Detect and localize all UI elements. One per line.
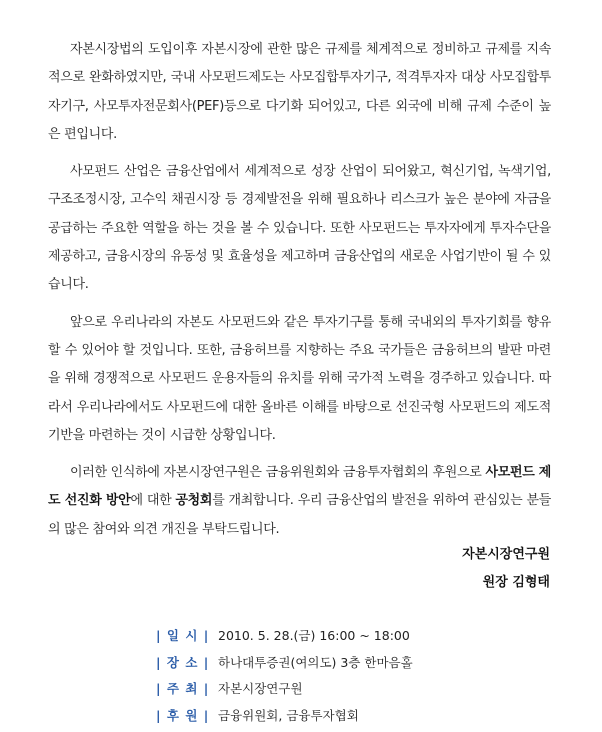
signature-organization: 자본시장연구원	[462, 547, 550, 562]
hearing-highlight: 공청회	[175, 493, 213, 509]
paragraph-text: 자본시장법의 도입이후 자본시장에 관한 많은 규제를 체계적으로 정비하고 규제를 지속적으로 완화하였지만, 국내 사모펀드제도는 사모집합투자기구, 적격투자자 대상 사모집합투자기구, 사모투자전문회사(PEF)등으로 다기화 되어있고, 다른 외국에 비해 규제 수준이 높은 편입니다.	[48, 42, 551, 142]
event-row-sponsor	[156, 702, 413, 729]
venue-value: 하나대투증권(여의도) 3층 한마음홀	[218, 654, 413, 670]
venue-label: | 장 소 |	[156, 654, 210, 670]
paragraph-text: 를 개최합니다. 우리 금융산업의 발전을 위하여 관심있는 분들의 많은 참여와 의견 개진을 부탁드립니다.	[48, 493, 551, 537]
topic-highlight: 사모펀드 제도 선진화 방안	[48, 465, 551, 509]
event-row-venue	[156, 649, 413, 676]
paragraph-text: 사모펀드 산업은 금융산업에서 세계적으로 성장 산업이 되어왔고, 혁신기업, 녹색기업, 구조조정시장, 고수익 채권시장 등 경제발전을 위해 필요하나 리스크가 높은 분야에 자금을 공급하는 주요한 역할을 하는 것을 볼 수 있습니다. 또한 사모펀드는 투자자에게 투자수단을 제공하고, 금융시장의 유동성 및 효율성을 제고하며 금융산업의 새로운 사업기반이 될 수 있습니다.	[48, 164, 551, 293]
event-row-host	[156, 675, 413, 702]
date-value: 2010. 5. 28.(금) 16:00 ~ 18:00	[218, 628, 410, 644]
sponsor-value: 금융위원회, 금융투자협회	[218, 707, 359, 723]
paragraph-text: 이러한 인식하에 자본시장연구원은 금융위원회와 금융투자협회의 후원으로	[70, 465, 486, 481]
event-details	[156, 622, 413, 728]
paragraph-invitation	[48, 459, 551, 544]
invitation-body	[48, 36, 551, 553]
paragraph-text: 에 대한	[130, 493, 176, 509]
event-row-date	[156, 622, 413, 649]
sponsor-label: | 후 원 |	[156, 707, 210, 723]
host-value: 자본시장연구원	[218, 681, 303, 697]
signature-block	[462, 541, 550, 597]
paragraph-regulation	[48, 36, 551, 149]
host-label: | 주 최 |	[156, 681, 210, 697]
paragraph-outlook	[48, 309, 551, 450]
paragraph-text: 앞으로 우리나라의 자본도 사모펀드와 같은 투자기구를 통해 국내외의 투자기회를 향유 할 수 있어야 할 것입니다. 또한, 금융허브를 지향하는 주요 국가들은 금융허브의 발판 마련을 위해 경쟁적으로 사모펀드 운용자들의 유치를 위해 국가적 노력을 경주하고 있습니다. 따라서 우리나라에서도 사모펀드에 대한 올바른 이해를 바탕으로 선진국형 사모펀드의 제도적 기반을 마련하는 것이 시급한 상황입니다.	[48, 314, 551, 443]
date-label: | 일 시 |	[156, 628, 210, 644]
signature-director: 원장 김형태	[482, 575, 550, 590]
paragraph-industry	[48, 158, 551, 299]
